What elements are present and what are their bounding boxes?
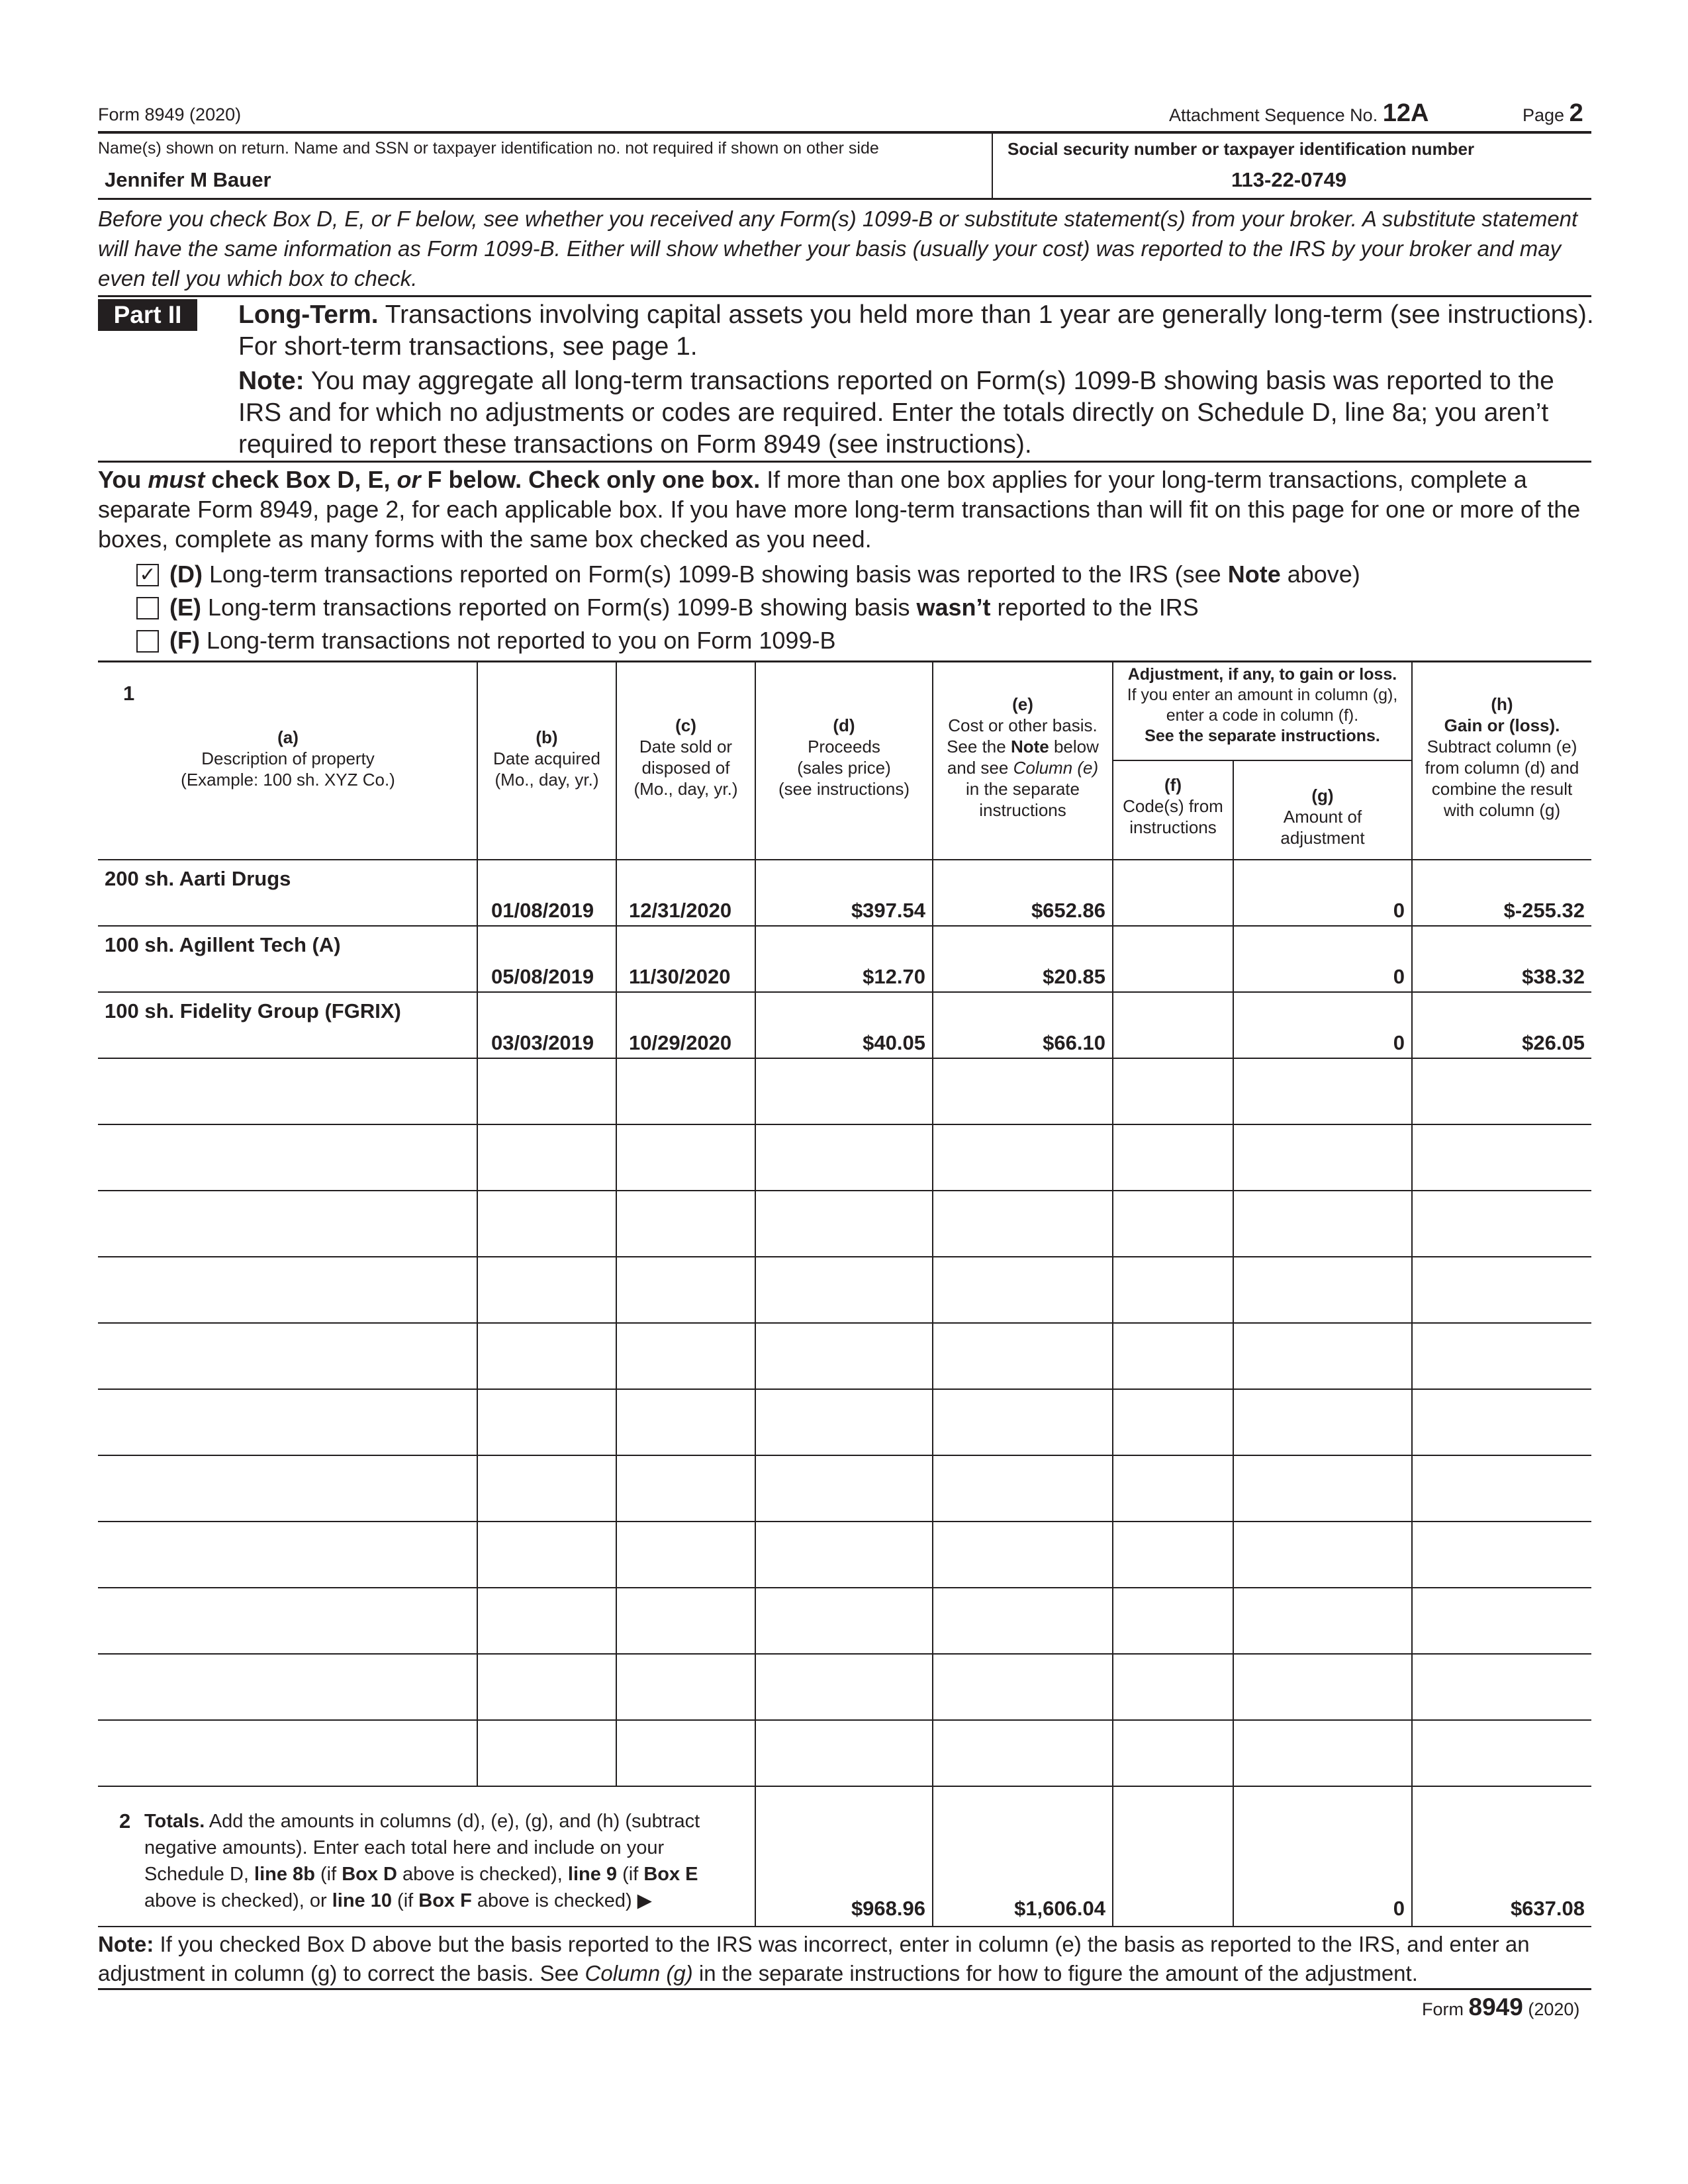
table-row-description[interactable]: 100 sh. Agillent Tech (A) — [105, 933, 341, 956]
name-value[interactable]: Jennifer M Bauer — [105, 168, 271, 191]
row-rule — [98, 1388, 1591, 1390]
row-rule — [98, 1455, 1591, 1456]
box-e-checkbox[interactable] — [136, 597, 159, 619]
table-row-gain[interactable]: $38.32 — [1522, 965, 1585, 988]
row-rule — [98, 1719, 1591, 1721]
table-row-proceeds[interactable]: $397.54 — [851, 899, 925, 922]
table-row-date-acquired[interactable]: 01/08/2019 — [491, 899, 594, 922]
table-row-adjustment[interactable]: 0 — [1393, 965, 1405, 988]
table-row-date-acquired[interactable]: 03/03/2019 — [491, 1031, 594, 1054]
form-footer: Form 8949 (2020) — [1422, 1993, 1580, 2021]
totals-label: Totals. Add the amounts in columns (d), (e), (g), and (h) (subtract negative amounts). Enter each total here and include on your Schedule D, line 8b (if Box D above is checked), line 9 (if Box E above is checked), or line 10 (if Box F above is checked) ▶ — [144, 1811, 700, 1911]
table-row-proceeds[interactable]: $12.70 — [863, 965, 925, 988]
line-2-number: 2 — [119, 1809, 131, 1833]
page-number: Page 2 — [1523, 99, 1583, 127]
id-rule — [98, 198, 1591, 200]
col-d-header: (d) Proceeds (sales price) (see instructions) — [778, 715, 910, 799]
table-row-cost[interactable]: $20.85 — [1043, 965, 1105, 988]
table-row-description[interactable]: 200 sh. Aarti Drugs — [105, 867, 291, 890]
top-rule — [98, 131, 1591, 134]
total-gain[interactable]: $637.08 — [1510, 1897, 1585, 1920]
box-f-checkbox[interactable] — [136, 630, 159, 653]
table-row-date-sold[interactable]: 10/29/2020 — [629, 1031, 732, 1054]
box-e-label: (E) Long-term transactions reported on Form(s) 1099-B showing basis wasn’t reported to the IRS — [169, 594, 1199, 621]
row-rule — [98, 1190, 1591, 1191]
row-rule — [98, 925, 1591, 927]
part-ii-description: Long-Term. Transactions involving capital assets you held more than 1 year are generally long-term (see instructions). For short-term transactions, see page 1. — [238, 300, 1594, 361]
table-row-cost[interactable]: $66.10 — [1043, 1031, 1105, 1054]
ssn-label: Social security number or taxpayer identification number — [1008, 139, 1475, 159]
table-row-gain[interactable]: $26.05 — [1522, 1031, 1585, 1054]
form-id: Form 8949 (2020) — [98, 105, 242, 124]
row-rule — [98, 1653, 1591, 1655]
attachment-sequence: Attachment Sequence No. 12A — [1169, 99, 1429, 127]
header-bottom-rule — [98, 859, 1591, 860]
check-instructions: You must check Box D, E, or F below. Check only one box. If more than one box applies for your long-term transactions, complete a separate Form 8949, page 2, for each applicable box. If you have more long-term transactions than will fit on this page for one or more of the boxes, complete as many forms with the same box checked as you need. — [98, 466, 1581, 553]
col-divider-d — [932, 661, 933, 1927]
bottom-rule — [98, 1988, 1591, 1990]
col-divider-e — [1112, 661, 1113, 1927]
totals-bottom-rule — [98, 1926, 1591, 1927]
total-adjustment[interactable]: 0 — [1393, 1897, 1405, 1920]
intro-rule — [98, 295, 1591, 297]
col-divider-g — [1411, 661, 1413, 1927]
table-row-cost[interactable]: $652.86 — [1031, 899, 1105, 922]
row-rule — [98, 1256, 1591, 1257]
line-1-number: 1 — [123, 682, 135, 705]
col-divider-b — [616, 661, 617, 1786]
table-top-rule — [98, 660, 1591, 662]
adjustment-header: Adjustment, if any, to gain or loss. If you enter an amount in column (g), enter a code in column (f). See the separate instructions. — [1127, 665, 1398, 745]
row-rule — [98, 991, 1591, 993]
name-divider — [992, 132, 993, 199]
intro-text: Before you check Box D, E, or F below, see whether you received any Form(s) 1099-B or substitute statement(s) from your broker. A substitute statement will have the same information as Form 1099-B. Either will show whether your basis (usually your cost) was reported to the IRS by your broker and may even tell you which box to check. — [98, 206, 1578, 291]
table-row-adjustment[interactable]: 0 — [1393, 1031, 1405, 1054]
row-rule — [98, 1124, 1591, 1125]
col-a-header: (a) Description of property (Example: 100 sh. XYZ Co.) — [181, 727, 395, 790]
table-row-description[interactable]: 100 sh. Fidelity Group (FGRIX) — [105, 999, 401, 1023]
ssn-value[interactable]: 113-22-0749 — [1231, 168, 1347, 191]
col-divider-a — [477, 661, 478, 1786]
col-h-header: (h) Gain or (loss). Subtract column (e) from column (d) and combine the result with column (g) — [1425, 694, 1579, 820]
table-row-date-sold[interactable]: 12/31/2020 — [629, 899, 732, 922]
total-proceeds[interactable]: $968.96 — [851, 1897, 925, 1920]
table-row-proceeds[interactable]: $40.05 — [863, 1031, 925, 1054]
col-b-header: (b) Date acquired (Mo., day, yr.) — [493, 727, 600, 790]
adjustment-subrule — [1112, 760, 1411, 761]
attachment-number: 12A — [1382, 99, 1429, 127]
col-divider-f — [1233, 760, 1234, 1927]
bottom-note: Note: If you checked Box D above but the basis reported to the IRS was incorrect, enter in column (e) the basis as reported to the IRS, and enter an adjustment in column (g) to correct the basis. See Column (g) in the separate instructions for how to figure the amount of the adjustment. — [98, 1932, 1530, 1985]
part-ii-badge: Part II — [98, 299, 197, 331]
col-c-header: (c) Date sold or disposed of (Mo., day, yr.) — [633, 715, 738, 799]
table-row-date-sold[interactable]: 11/30/2020 — [629, 965, 731, 988]
col-f-header: (f) Code(s) from instructions — [1123, 775, 1223, 837]
col-e-header: (e) Cost or other basis. See the Note below and see Column (e) in the separate instructions — [947, 694, 1099, 820]
part-ii-note: Note: You may aggregate all long-term transactions reported on Form(s) 1099-B showing basis was reported to the IRS and for which no adjustments or codes are required. Enter the totals directly on Schedule D, line 8a; you aren’t required to report these transactions on Form 8949 (see instructions). — [238, 367, 1554, 459]
name-label: Name(s) shown on return. Name and SSN or taxpayer identification no. not required if shown on other side — [98, 139, 879, 158]
row-rule — [98, 1058, 1591, 1059]
table-row-date-acquired[interactable]: 05/08/2019 — [491, 965, 594, 988]
col-g-header: (g) Amount of adjustment — [1280, 786, 1365, 848]
row-rule — [98, 1322, 1591, 1324]
box-f-label: (F) Long-term transactions not reported to you on Form 1099-B — [169, 627, 836, 654]
table-row-adjustment[interactable]: 0 — [1393, 899, 1405, 922]
part-ii-rule — [98, 461, 1591, 463]
row-rule — [98, 1786, 1591, 1787]
box-d-checkbox[interactable]: ✓ — [136, 564, 159, 586]
table-row-gain[interactable]: $-255.32 — [1503, 899, 1585, 922]
col-divider-c — [755, 661, 756, 1927]
total-cost[interactable]: $1,606.04 — [1014, 1897, 1105, 1920]
box-d-label: (D) Long-term transactions reported on Form(s) 1099-B showing basis was reported to the IRS (see Note above) — [169, 561, 1360, 588]
row-rule — [98, 1587, 1591, 1588]
row-rule — [98, 1521, 1591, 1522]
